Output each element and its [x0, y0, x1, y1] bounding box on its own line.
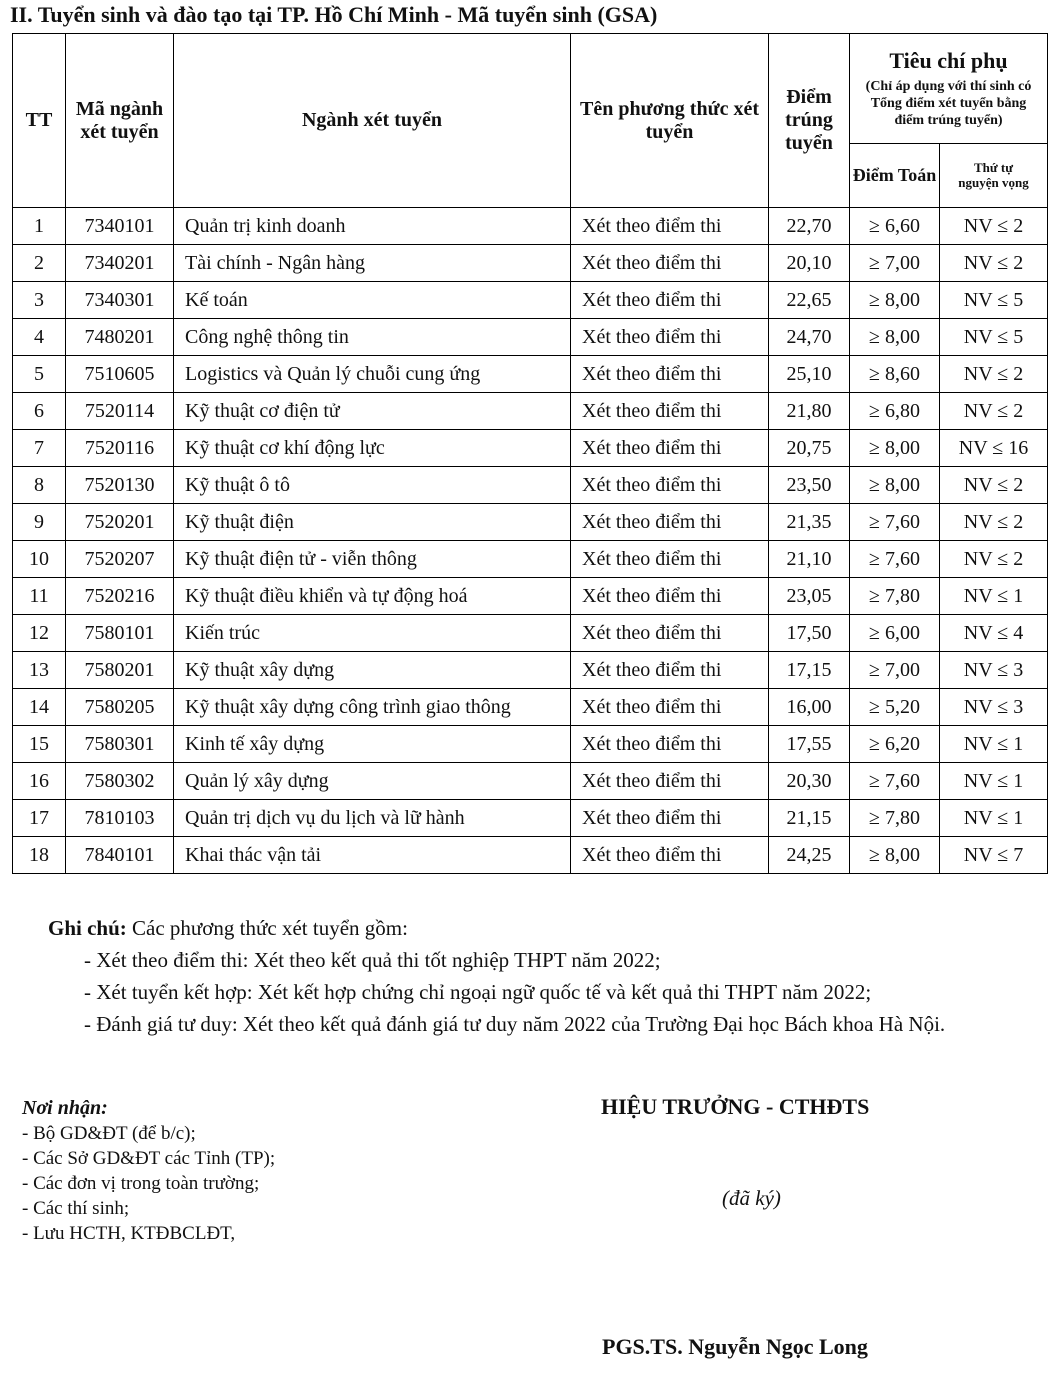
cell-tt: 6: [13, 393, 66, 430]
recipient-item: - Các đơn vị trong toàn trường;: [22, 1173, 260, 1194]
note-item: - Đánh giá tư duy: Xét theo kết quả đánh giá tư duy năm 2022 của Trường Đại học Bách khoa Hà Nội.: [84, 1012, 946, 1036]
note-item: - Xét tuyển kết hợp: Xét kết hợp chứng chỉ ngoại ngữ quốc tế và kết quả thi THPT năm 2022;: [84, 980, 872, 1004]
cell-code: 7520114: [66, 393, 174, 430]
cell-code: 7340201: [66, 245, 174, 282]
cell-major: Kỹ thuật cơ khí động lực: [174, 430, 571, 467]
cell-tt: 7: [13, 430, 66, 467]
cell-tt: 16: [13, 763, 66, 800]
table-row: [13, 837, 1048, 874]
cell-tt: 10: [13, 541, 66, 578]
cell-math: ≥ 6,00: [850, 615, 940, 652]
cell-wish: NV ≤ 2: [940, 245, 1048, 282]
cell-math: ≥ 7,60: [850, 504, 940, 541]
cell-wish: NV ≤ 5: [940, 319, 1048, 356]
cell-code: 7340101: [66, 208, 174, 245]
cell-score: 22,70: [769, 208, 850, 245]
table-row: [13, 800, 1048, 837]
cell-wish: NV ≤ 2: [940, 541, 1048, 578]
cell-method: Xét theo điểm thi: [571, 319, 769, 356]
header-method: Tên phương thức xét tuyển: [571, 34, 769, 208]
cell-major: Kỹ thuật xây dựng: [174, 652, 571, 689]
notes-intro: Các phương thức xét tuyển gồm:: [126, 916, 408, 940]
table-row: [13, 467, 1048, 504]
cell-code: 7840101: [66, 837, 174, 874]
table-row: [13, 726, 1048, 763]
cell-math: ≥ 6,80: [850, 393, 940, 430]
cell-code: 7520216: [66, 578, 174, 615]
cell-major: Kỹ thuật ô tô: [174, 467, 571, 504]
cell-math: ≥ 6,60: [850, 208, 940, 245]
cell-method: Xét theo điểm thi: [571, 504, 769, 541]
header-tt: TT: [13, 34, 66, 208]
cell-major: Logistics và Quản lý chuỗi cung ứng: [174, 356, 571, 393]
cell-method: Xét theo điểm thi: [571, 578, 769, 615]
cell-score: 16,00: [769, 689, 850, 726]
table-row: [13, 689, 1048, 726]
header-math: Điểm Toán: [850, 144, 940, 208]
cell-major: Kỹ thuật điện: [174, 504, 571, 541]
cell-major: Quản lý xây dựng: [174, 763, 571, 800]
recipient-item: - Các thí sinh;: [22, 1198, 130, 1219]
cell-code: 7580301: [66, 726, 174, 763]
cell-method: Xét theo điểm thi: [571, 615, 769, 652]
cell-tt: 8: [13, 467, 66, 504]
cell-tt: 3: [13, 282, 66, 319]
admission-table: [12, 33, 1048, 874]
cell-wish: NV ≤ 2: [940, 393, 1048, 430]
cell-code: 7520116: [66, 430, 174, 467]
cell-score: 20,30: [769, 763, 850, 800]
cell-tt: 18: [13, 837, 66, 874]
table-row: [13, 763, 1048, 800]
table-body: [13, 208, 1048, 874]
cell-major: Công nghệ thông tin: [174, 319, 571, 356]
notes-block: [48, 912, 1008, 1040]
cell-score: 23,50: [769, 467, 850, 504]
cell-method: Xét theo điểm thi: [571, 245, 769, 282]
cell-code: 7580101: [66, 615, 174, 652]
notes-heading: [48, 912, 1008, 944]
cell-method: Xét theo điểm thi: [571, 282, 769, 319]
cell-method: Xét theo điểm thi: [571, 800, 769, 837]
cell-wish: NV ≤ 2: [940, 356, 1048, 393]
cell-code: 7510605: [66, 356, 174, 393]
cell-wish: NV ≤ 4: [940, 615, 1048, 652]
table-row: [13, 578, 1048, 615]
cell-wish: NV ≤ 3: [940, 652, 1048, 689]
cell-major: Kỹ thuật xây dựng công trình giao thông: [174, 689, 571, 726]
table-row: [13, 393, 1048, 430]
cell-score: 20,75: [769, 430, 850, 467]
cell-math: ≥ 6,20: [850, 726, 940, 763]
table-row: [13, 541, 1048, 578]
cell-tt: 13: [13, 652, 66, 689]
table-row: [13, 282, 1048, 319]
cell-wish: NV ≤ 7: [940, 837, 1048, 874]
cell-major: Kỹ thuật điều khiển và tự động hoá: [174, 578, 571, 615]
cell-math: ≥ 7,80: [850, 578, 940, 615]
cell-math: ≥ 8,00: [850, 467, 940, 504]
cell-method: Xét theo điểm thi: [571, 467, 769, 504]
table-row: [13, 356, 1048, 393]
table-row: [13, 504, 1048, 541]
cell-code: 7340301: [66, 282, 174, 319]
cell-major: Khai thác vận tải: [174, 837, 571, 874]
cell-score: 20,10: [769, 245, 850, 282]
cell-method: Xét theo điểm thi: [571, 541, 769, 578]
cell-score: 21,35: [769, 504, 850, 541]
sub-criteria-note: (Chỉ áp dụng với thí sinh có Tổng điểm xét tuyển bằng điểm trúng tuyển): [865, 78, 1032, 128]
header-wish: Thứ tự nguyện vọng: [940, 144, 1048, 208]
cell-score: 17,50: [769, 615, 850, 652]
cell-code: 7480201: [66, 319, 174, 356]
cell-major: Kiến trúc: [174, 615, 571, 652]
cell-math: ≥ 7,80: [850, 800, 940, 837]
cell-score: 21,80: [769, 393, 850, 430]
cell-major: Kỹ thuật cơ điện tử: [174, 393, 571, 430]
cell-method: Xét theo điểm thi: [571, 689, 769, 726]
cell-math: ≥ 7,60: [850, 763, 940, 800]
recipient-item: - Các Sở GD&ĐT các Tỉnh (TP);: [22, 1148, 276, 1169]
cell-score: 24,25: [769, 837, 850, 874]
cell-tt: 12: [13, 615, 66, 652]
cell-major: Kế toán: [174, 282, 571, 319]
cell-score: 24,70: [769, 319, 850, 356]
cell-math: ≥ 8,60: [850, 356, 940, 393]
cell-wish: NV ≤ 2: [940, 467, 1048, 504]
cell-math: ≥ 7,00: [850, 245, 940, 282]
cell-code: 7580302: [66, 763, 174, 800]
cell-method: Xét theo điểm thi: [571, 726, 769, 763]
recipients-block: [22, 1096, 275, 1246]
cell-wish: NV ≤ 3: [940, 689, 1048, 726]
cell-tt: 4: [13, 319, 66, 356]
cell-tt: 5: [13, 356, 66, 393]
cell-method: Xét theo điểm thi: [571, 430, 769, 467]
cell-major: Quản trị dịch vụ du lịch và lữ hành: [174, 800, 571, 837]
cell-tt: 9: [13, 504, 66, 541]
table-row: [13, 430, 1048, 467]
table-row: [13, 208, 1048, 245]
cell-tt: 15: [13, 726, 66, 763]
header-major: Ngành xét tuyển: [174, 34, 571, 208]
notes-label: Ghi chú:: [48, 916, 127, 940]
cell-wish: NV ≤ 1: [940, 763, 1048, 800]
cell-score: 17,15: [769, 652, 850, 689]
cell-wish: NV ≤ 2: [940, 208, 1048, 245]
cell-code: 7520201: [66, 504, 174, 541]
cell-score: 21,15: [769, 800, 850, 837]
cell-math: ≥ 8,00: [850, 319, 940, 356]
section-heading: II. Tuyển sinh và đào tạo tại TP. Hồ Chí Minh - Mã tuyển sinh (GSA): [10, 2, 658, 27]
cell-method: Xét theo điểm thi: [571, 837, 769, 874]
recipient-item: - Bộ GD&ĐT (để b/c);: [22, 1123, 196, 1144]
header-score: Điểm trúng tuyển: [769, 34, 850, 208]
cell-score: 23,05: [769, 578, 850, 615]
table-row: [13, 245, 1048, 282]
cell-tt: 2: [13, 245, 66, 282]
cell-math: ≥ 5,20: [850, 689, 940, 726]
signature-title: HIỆU TRƯỞNG - CTHĐTS: [601, 1094, 870, 1119]
cell-wish: NV ≤ 5: [940, 282, 1048, 319]
cell-tt: 14: [13, 689, 66, 726]
cell-math: ≥ 7,00: [850, 652, 940, 689]
cell-math: ≥ 8,00: [850, 430, 940, 467]
cell-tt: 1: [13, 208, 66, 245]
cell-math: ≥ 8,00: [850, 282, 940, 319]
cell-major: Quản trị kinh doanh: [174, 208, 571, 245]
cell-wish: NV ≤ 16: [940, 430, 1048, 467]
cell-code: 7520130: [66, 467, 174, 504]
signer-name: PGS.TS. Nguyễn Ngọc Long: [602, 1334, 868, 1359]
recipient-item: - Lưu HCTH, KTĐBCLĐT,: [22, 1223, 236, 1244]
header-code: Mã ngành xét tuyển: [66, 34, 174, 208]
cell-tt: 17: [13, 800, 66, 837]
cell-method: Xét theo điểm thi: [571, 356, 769, 393]
cell-method: Xét theo điểm thi: [571, 652, 769, 689]
recipients-title: Nơi nhận:: [22, 1097, 108, 1119]
cell-method: Xét theo điểm thi: [571, 208, 769, 245]
header-sub-criteria: [850, 34, 1048, 144]
cell-code: 7580201: [66, 652, 174, 689]
cell-score: 21,10: [769, 541, 850, 578]
cell-major: Kinh tế xây dựng: [174, 726, 571, 763]
cell-math: ≥ 8,00: [850, 837, 940, 874]
cell-code: 7520207: [66, 541, 174, 578]
table-row: [13, 615, 1048, 652]
table-row: [13, 319, 1048, 356]
cell-wish: NV ≤ 1: [940, 578, 1048, 615]
cell-method: Xét theo điểm thi: [571, 763, 769, 800]
cell-method: Xét theo điểm thi: [571, 393, 769, 430]
cell-score: 17,55: [769, 726, 850, 763]
sub-criteria-title: Tiêu chí phụ: [889, 47, 1008, 73]
note-item: - Xét theo điểm thi: Xét theo kết quả thi tốt nghiệp THPT năm 2022;: [84, 948, 661, 972]
cell-wish: NV ≤ 1: [940, 726, 1048, 763]
cell-code: 7810103: [66, 800, 174, 837]
cell-score: 25,10: [769, 356, 850, 393]
cell-wish: NV ≤ 1: [940, 800, 1048, 837]
cell-major: Kỹ thuật điện tử - viễn thông: [174, 541, 571, 578]
cell-wish: NV ≤ 2: [940, 504, 1048, 541]
cell-math: ≥ 7,60: [850, 541, 940, 578]
cell-tt: 11: [13, 578, 66, 615]
cell-code: 7580205: [66, 689, 174, 726]
signed-note: (đã ký): [722, 1186, 781, 1210]
cell-major: Tài chính - Ngân hàng: [174, 245, 571, 282]
cell-score: 22,65: [769, 282, 850, 319]
table-row: [13, 652, 1048, 689]
